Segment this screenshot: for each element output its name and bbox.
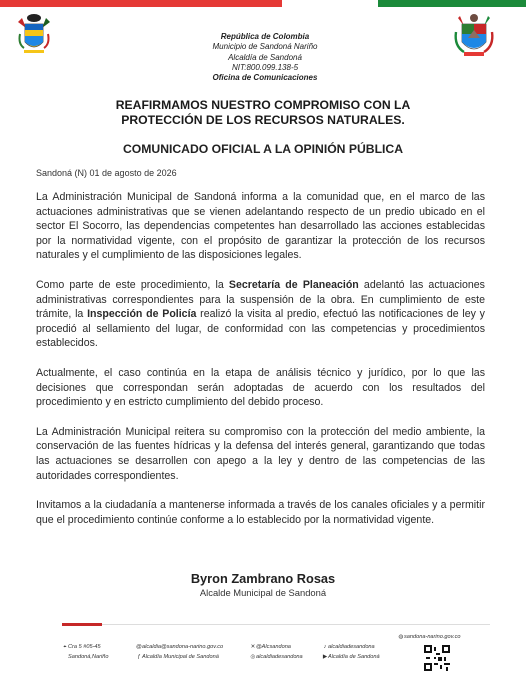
letterhead-country: República de Colombia — [220, 32, 310, 41]
letterhead-municipality: Municipio de Sandoná Nariño — [212, 42, 318, 52]
letterhead-office: Alcaldía de Sandoná — [228, 52, 302, 62]
document-body — [36, 190, 485, 542]
location-pin-icon: ⌖ — [63, 644, 67, 650]
footer-address-line-2: Sandoná,Nariño — [68, 654, 109, 660]
paragraph-4: La Administración Municipal reitera su compromiso con la protección del medio ambiente, la conservación de las fuentes hídricas y la defensa del interés general, garantizando que todas las actuaciones se desarrollen con apego a la ley y dentro de las competencias de las autoridades correspondientes. — [36, 425, 485, 482]
signature-name: Byron Zambrano Rosas — [190, 571, 336, 586]
paragraph-2 — [36, 278, 485, 351]
top-bar-red — [0, 0, 282, 7]
paragraph-3: Actualmente, el caso continúa en la etapa de análisis técnico y jurídico, por lo que las decisiones que correspondan serán adoptadas de acuerdo con los resultados del procedimiento y en estricto cumplimiento del debido proceso. — [36, 366, 485, 409]
paragraph-2-text: realizó la visita al predio, efectuó las notificaciones de ley y procedió al sellamiento del lugar, de conformidad con las competencias y procedimientos establecidos. — [36, 308, 485, 350]
footer-divider — [62, 624, 490, 625]
document-date: Sandoná (N) 01 de agosto de 2026 — [36, 168, 177, 178]
footer-website[interactable] — [398, 634, 461, 640]
document-subtitle: COMUNICADO OFICIAL A LA OPINIÓN PÚBLICA — [122, 142, 404, 156]
footer-instagram[interactable] — [250, 654, 303, 660]
title-line-2: PROTECCIÓN DE LOS RECURSOS NATURALES. — [121, 113, 405, 127]
colombia-coat-of-arms-icon — [16, 12, 52, 56]
paragraph-2-text: Como parte de este procedimiento, la — [36, 278, 229, 291]
footer-x[interactable] — [250, 644, 291, 650]
instagram-icon: ◎ — [250, 654, 256, 660]
footer-website-text: sandona-narino.gov.co — [404, 634, 461, 640]
letterhead-nit: NIT:800.099.138-5 — [231, 62, 299, 72]
paragraph-1: La Administración Municipal de Sandoná informa a la comunidad que, en el marco de las actuaciones administrativas que se vienen adelantando respecto de un predio ubicado en el sector El Socorro, las dependencias competentes han desarrollado las acciones establecidas por la normatividad vigente, con el propósito de garantizar la protección de los recursos naturales y el cumplimiento de las disposiciones legales. — [36, 191, 485, 262]
sandona-municipal-crest-icon — [452, 12, 496, 58]
footer-email[interactable] — [136, 644, 223, 650]
footer-instagram-text: alcaldiadesandona — [256, 654, 303, 660]
title-line-1: REAFIRMAMOS NUESTRO COMPROMISO CON LA — [115, 98, 411, 112]
tiktok-icon: ♪ — [323, 644, 327, 650]
globe-icon: ◍ — [398, 634, 404, 640]
footer-address-line-1 — [62, 644, 101, 651]
paragraph-2-text: adelantó las actuaciones administrativas correspondientes para la suspensión de la obra. En cumplimiento de este trámite, la — [36, 278, 485, 321]
inspeccion-policia: Inspección de Policía — [87, 308, 197, 321]
signature-role: Alcalde Municipal de Sandoná — [199, 587, 327, 598]
letterhead — [120, 32, 410, 83]
x-icon: ✕ — [250, 644, 256, 650]
email-icon: @ — [136, 644, 142, 650]
footer-facebook[interactable] — [136, 654, 219, 660]
qr-code-icon — [424, 645, 450, 671]
paragraph-5: Invitamos a la ciudadanía a mantenerse informada a través de los canales oficiales y a permitir que el procedimiento continúe conforme a lo establecido por la normatividad vigente. — [36, 499, 485, 526]
youtube-icon: ▶ — [322, 654, 328, 660]
facebook-icon: ƒ — [137, 654, 141, 660]
document-title — [40, 98, 486, 128]
footer-youtube-text: Alcaldía de Sandoná — [328, 654, 380, 660]
secretaria-planeacion: Secretaría de Planeación — [228, 278, 359, 291]
footer-address-text: Cra 5 #05-45 — [68, 644, 101, 650]
footer-facebook-text: Alcaldía Municipal de Sandoná — [142, 654, 219, 660]
footer-x-text: @Alcsandona — [256, 644, 291, 650]
footer-tiktok[interactable] — [322, 644, 375, 650]
footer-email-text: alcaldia@sandona-narino.gov.co — [142, 644, 224, 650]
footer-tiktok-text: alcaldiadesandona — [328, 644, 375, 650]
top-bar-green — [378, 0, 526, 7]
letterhead-department: Oficina de Comunicaciones — [212, 73, 318, 83]
top-bar-white — [282, 0, 378, 7]
footer-youtube[interactable] — [322, 654, 380, 660]
